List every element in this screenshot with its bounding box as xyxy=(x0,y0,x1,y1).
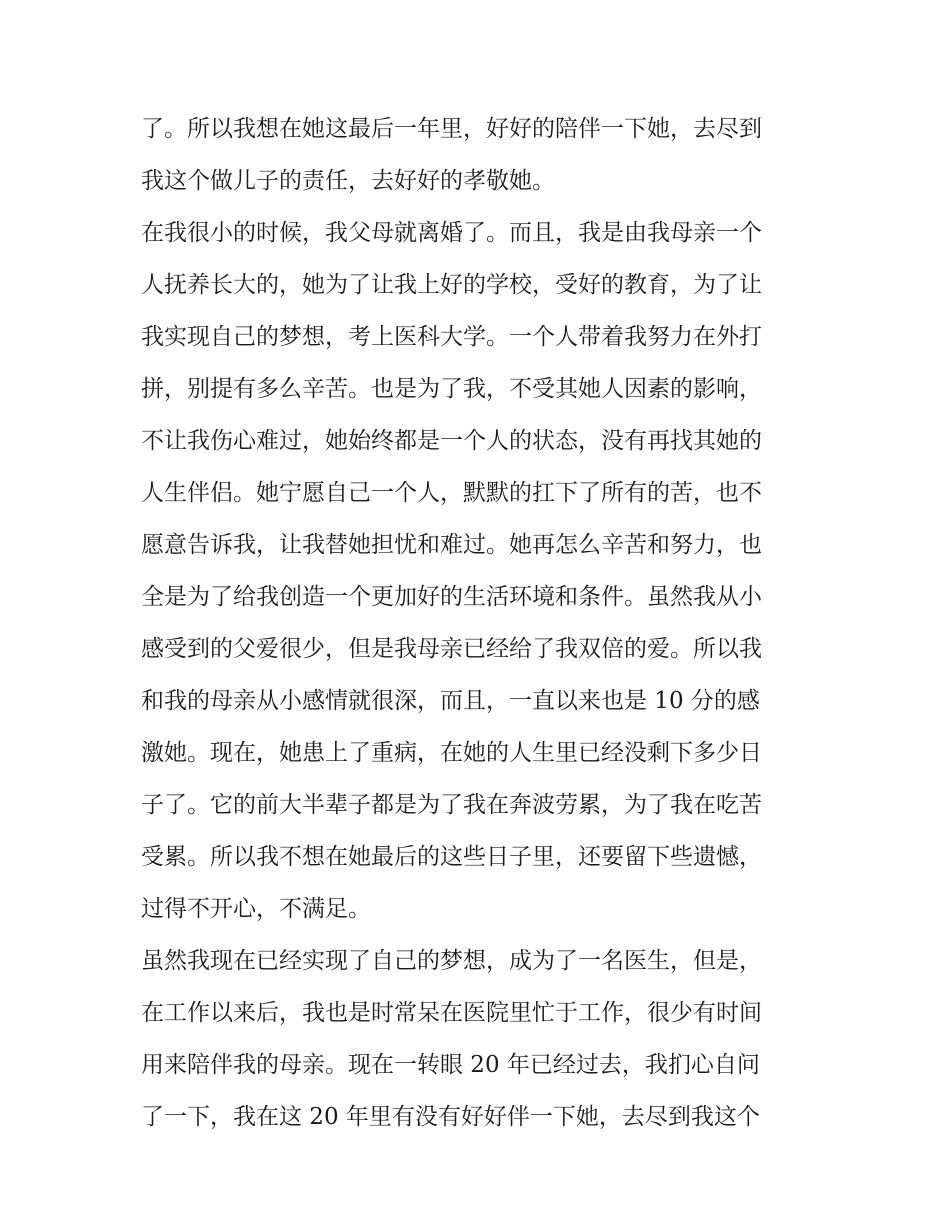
text-line: 了。所以我想在她这最后一年里，好好的陪伴一下她，去尽到 xyxy=(141,116,762,142)
text-line: 人生伴侣。她宁愿自己一个人，默默的扛下了所有的苦，也不 xyxy=(141,480,762,506)
text-line: 全是为了给我创造一个更加好的生活环境和条件。虽然我从小 xyxy=(141,584,762,610)
text-line: 我实现自己的梦想，考上医科大学。一个人带着我努力在外打 xyxy=(141,324,762,350)
text-line: 感受到的父爱很少，但是我母亲已经给了我双倍的爱。所以我 xyxy=(141,636,762,662)
text-line: 不让我伤心难过，她始终都是一个人的状态，没有再找其她的 xyxy=(141,428,762,454)
text-line: 在我很小的时候，我父母就离婚了。而且，我是由我母亲一个 xyxy=(141,220,762,246)
text-line: 了一下，我在这 20 年里有没有好好伴一下她，去尽到我这个 xyxy=(141,1104,760,1130)
text-line: 和我的母亲从小感情就很深，而且，一直以来也是 10 分的感 xyxy=(141,688,760,714)
text-line: 激她。现在，她患上了重病，在她的人生里已经没剩下多少日 xyxy=(141,740,762,766)
text-line: 过得不开心，不满足。 xyxy=(141,896,371,922)
text-line: 愿意告诉我，让我替她担忧和难过。她再怎么辛苦和努力，也 xyxy=(141,532,762,558)
text-line: 虽然我现在已经实现了自己的梦想，成为了一名医生，但是， xyxy=(141,948,762,974)
text-line: 拼，别提有多么辛苦。也是为了我，不受其她人因素的影响， xyxy=(141,376,762,402)
text-line: 人抚养长大的，她为了让我上好的学校，受好的教育，为了让 xyxy=(141,272,762,298)
text-line: 受累。所以我不想在她最后的这些日子里，还要留下些遗憾， xyxy=(141,844,762,870)
text-line: 子了。它的前大半辈子都是为了我在奔波劳累，为了我在吃苦 xyxy=(141,792,762,818)
text-line: 我这个做儿子的责任，去好好的孝敬她。 xyxy=(141,168,555,194)
body-text xyxy=(141,103,821,1143)
text-line: 用来陪伴我的母亲。现在一转眼 20 年已经过去，我扪心自问 xyxy=(141,1052,760,1078)
text-line: 在工作以来后，我也是时常呆在医院里忙于工作，很少有时间 xyxy=(141,1000,762,1026)
